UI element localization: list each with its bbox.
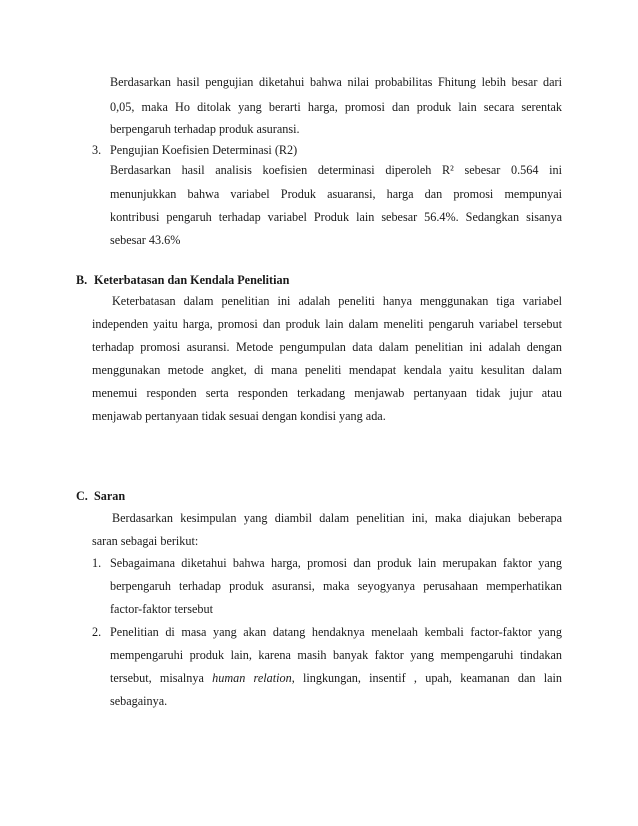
paragraph-line: Penelitian di masa yang akan datang hendaknya menelaah kembali factor-faktor yang	[110, 625, 562, 639]
paragraph-line: independen yaitu harga, promosi dan produk lain dalam meneliti pengaruh variabel tersebut	[92, 317, 562, 331]
paragraph-line: Berdasarkan hasil pengujian diketahui bahwa nilai probabilitas Fhitung lebih besar dari	[110, 75, 562, 89]
paragraph-line	[110, 670, 562, 686]
section-letter: B.	[76, 273, 88, 287]
paragraph-line: saran sebagai berikut:	[92, 534, 199, 548]
section-heading: Keterbatasan dan Kendala Penelitian	[94, 273, 290, 287]
paragraph-line: Berdasarkan kesimpulan yang diambil dalam penelitian ini, maka diajukan beberapa	[112, 511, 562, 525]
section-heading: Saran	[94, 489, 126, 503]
paragraph-line: terhadap promosi asuransi. Metode pengumpulan data dalam penelitian ini adalah dengan	[92, 340, 562, 354]
paragraph-line: factor-faktor tersebut	[110, 602, 213, 616]
section-letter: C.	[76, 489, 88, 503]
paragraph-line: menggunakan metode angket, di mana peneliti mendapat kendala yaitu kesulitan dalam	[92, 363, 562, 377]
italic-term: human relation	[212, 671, 292, 685]
paragraph-line: menunjukkan bahwa variabel Produk asuaransi, harga dan promosi mempunyai	[110, 187, 562, 201]
list-number: 3.	[92, 143, 102, 157]
text-run: tersebut, misalnya	[110, 671, 213, 685]
list-number: 2.	[92, 625, 102, 639]
paragraph-line: berpengaruh terhadap produk asuransi.	[110, 122, 300, 136]
list-number: 1.	[92, 556, 102, 570]
paragraph-line: sebagainya.	[110, 694, 168, 708]
paragraph-line: Keterbatasan dalam penelitian ini adalah peneliti hanya menggunakan tiga variabel	[112, 294, 562, 308]
paragraph-line: Sebagaimana diketahui bahwa harga, promosi dan produk lain merupakan faktor yang	[110, 556, 562, 570]
list-item-title: Pengujian Koefisien Determinasi (R2)	[110, 143, 298, 157]
paragraph-line: kontribusi pengaruh terhadap variabel Produk lain sebesar 56.4%. Sedangkan sisanya	[110, 210, 562, 224]
paragraph-line: Berdasarkan hasil analisis koefisien determinasi diperoleh R² sebesar 0.564 ini	[110, 163, 562, 177]
paragraph-line: menjawab pertanyaan tidak sesuai dengan kondisi yang ada.	[92, 409, 386, 423]
text-run: , lingkungan, insentif , upah, keamanan dan lain	[291, 671, 562, 685]
paragraph-line: 0,05, maka Ho ditolak yang berarti harga, promosi dan produk lain secara serentak	[110, 100, 562, 114]
paragraph-line: berpengaruh terhadap produk asuransi, maka seyogyanya perusahaan memperhatikan	[110, 579, 562, 593]
paragraph-line: menemui responden serta responden terkadang menjawab pertanyaan tidak jujur atau	[92, 386, 562, 400]
paragraph-line: sebesar 43.6%	[110, 233, 181, 247]
paragraph-line: mempengaruhi produk lain, karena masih banyak faktor yang mempengaruhi tindakan	[110, 648, 562, 662]
